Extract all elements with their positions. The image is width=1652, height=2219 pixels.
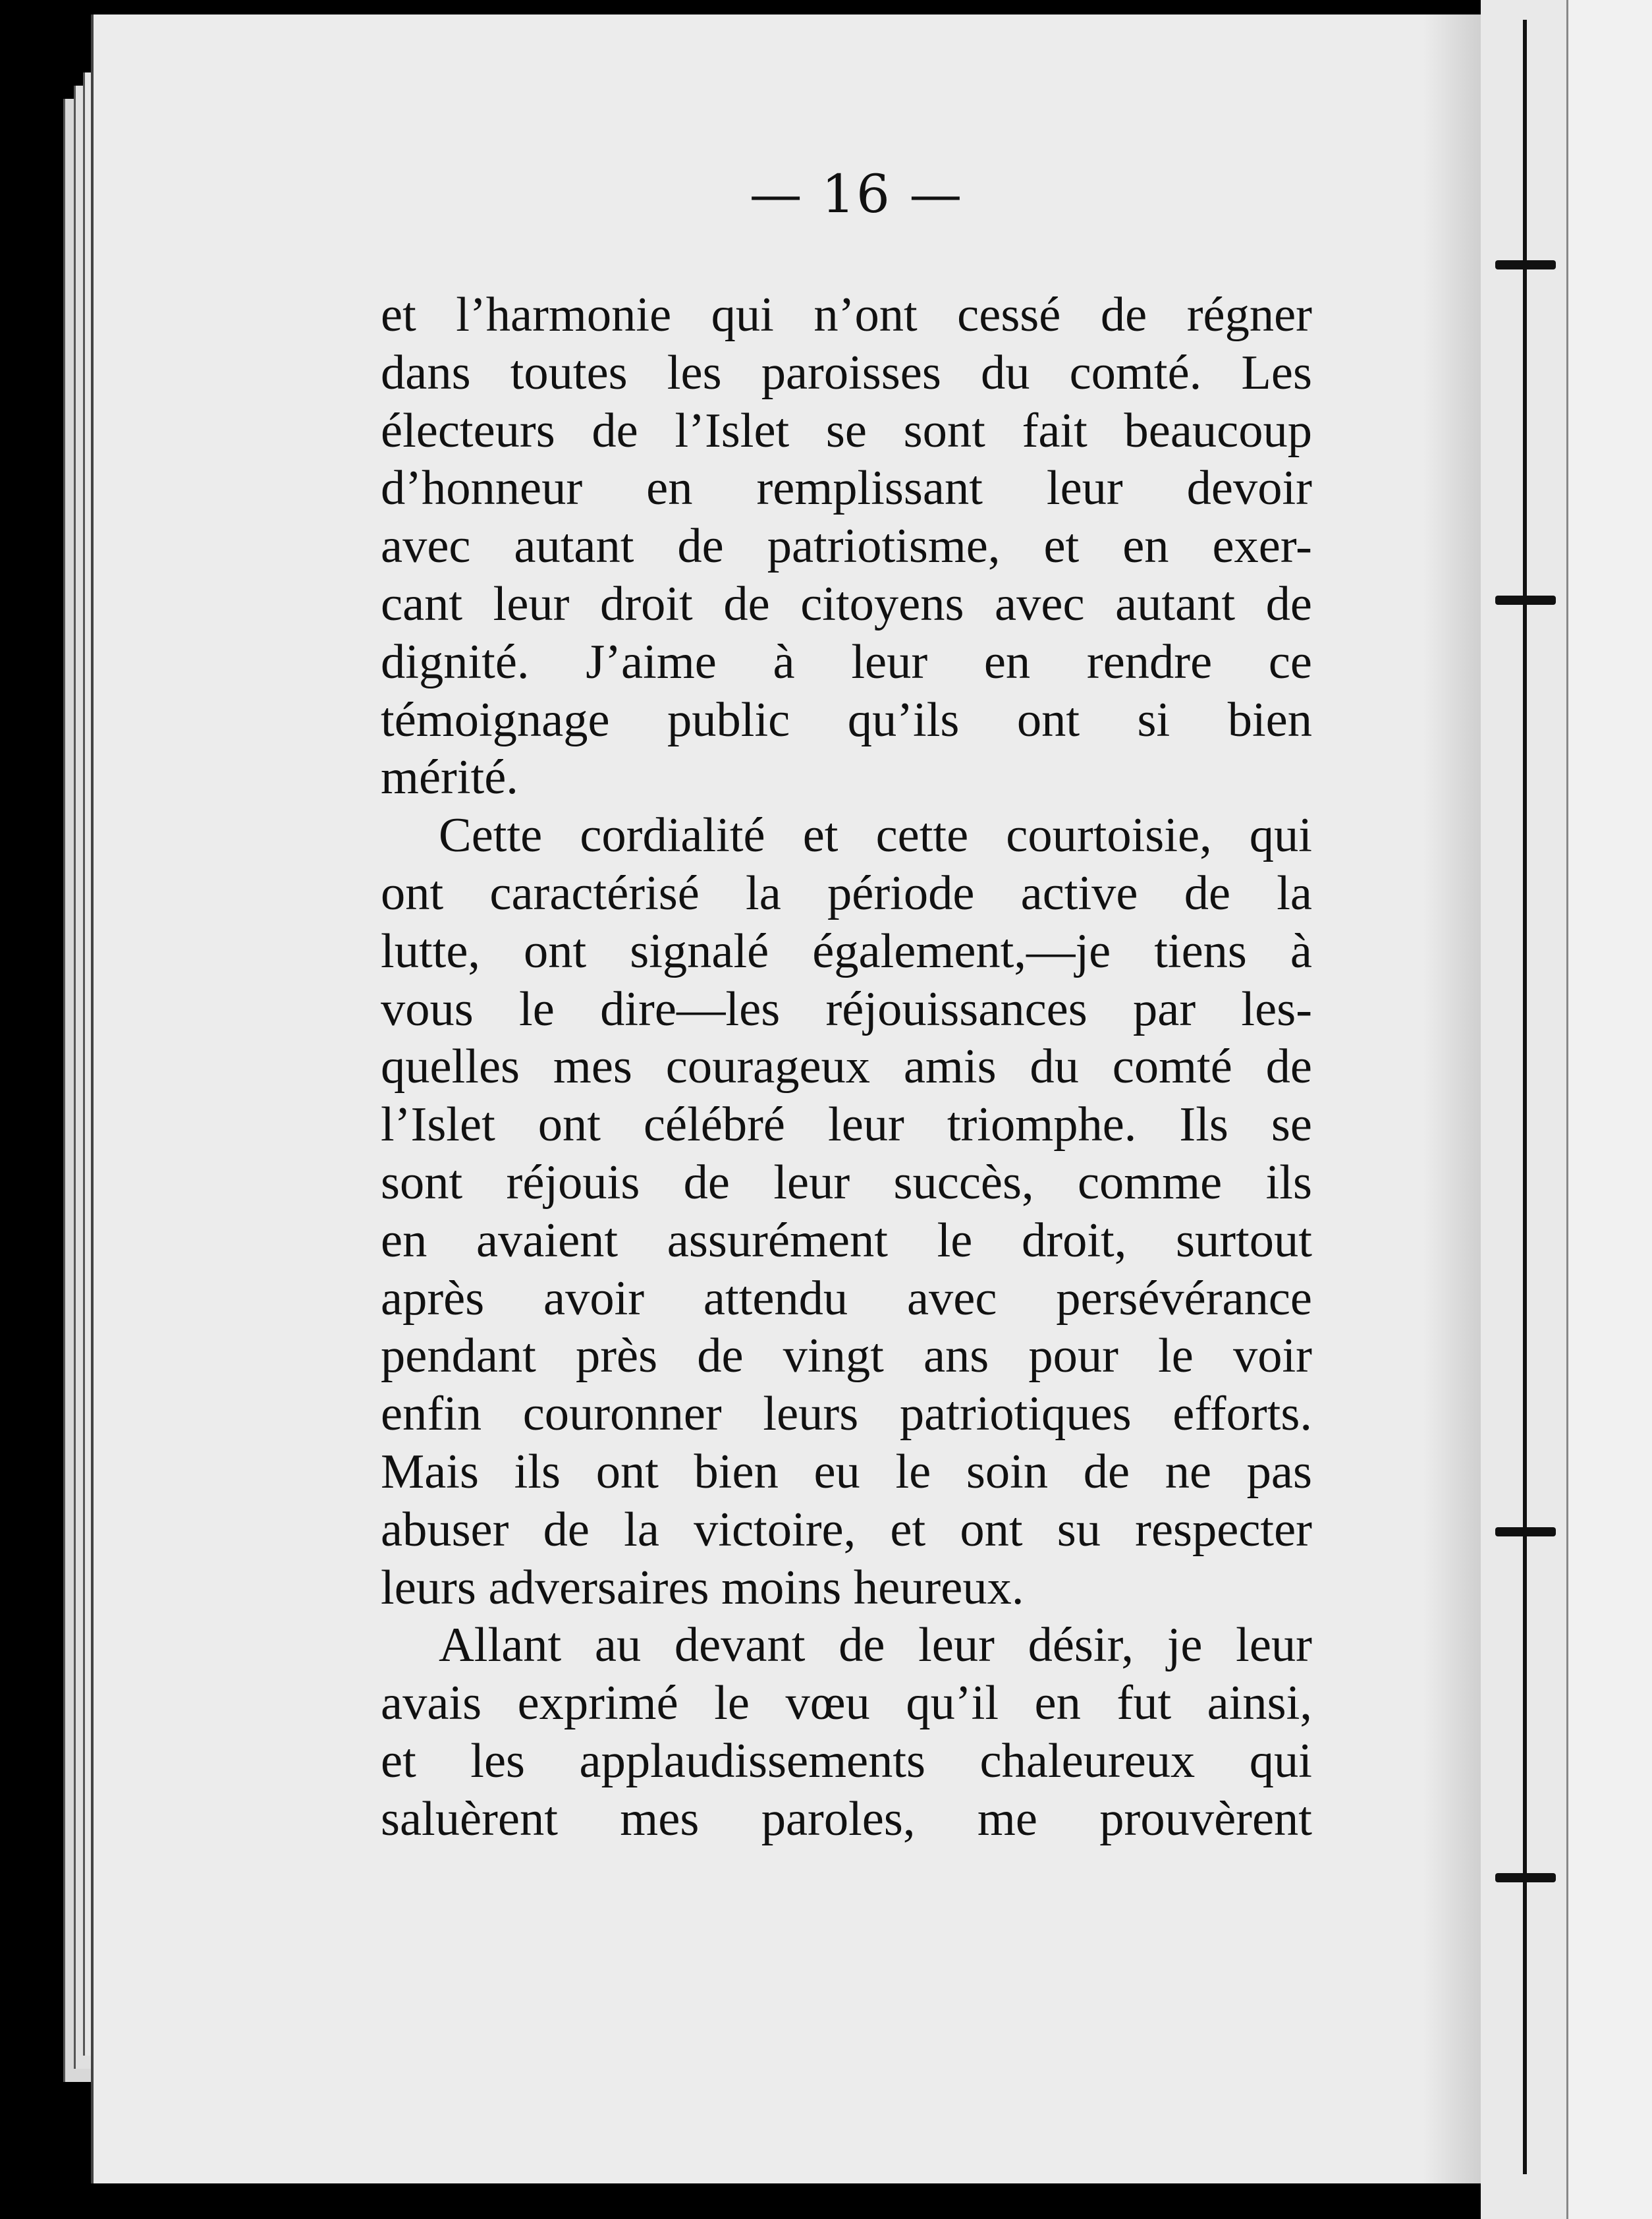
facing-page-edge [1566,0,1652,2219]
text-line: et les applaudissements chaleureux qui [381,1733,1312,1788]
text-line: pendant près de vingt ans pour le voir [381,1329,1312,1384]
text-line: témoignage public qu’ils ont si bien [381,692,1312,747]
text-line: l’Islet ont célébré leur triomphe. Ils se [381,1098,1312,1152]
text-line: sont réjouis de leur succès, comme ils [381,1155,1312,1210]
text-line: en avaient assurément le droit, surtout [381,1213,1312,1268]
text-line: après avoir attendu avec persévérance [381,1271,1312,1326]
text-line: Mais ils ont bien eu le soin de ne pas [381,1444,1312,1499]
paragraph-first-line: Allant au devant de leur désir, je leur [439,1618,1312,1673]
text-line: abuser de la victoire, et ont su respecter [381,1502,1312,1557]
text-line: enfin couronner leurs patriotiques efforts. [381,1387,1312,1442]
text-line: dignité. J’aime à leur en rendre ce [381,634,1312,689]
binding-stitch [1495,596,1556,605]
text-line: d’honneur en remplissant leur devoir [381,461,1312,516]
text-line: vous le dire—les réjouissances par les- [381,982,1312,1036]
text-line: lutte, ont signalé également,—je tiens à [381,924,1312,978]
text-line: quelles mes courageux amis du comté de [381,1040,1312,1094]
text-line: saluèrent mes paroles, me prouvèrent [381,1791,1312,1846]
paragraph-first-line: Cette cordialité et cette courtoisie, qui [439,808,1312,863]
text-line: leurs adversaires moins heureux. [381,1560,1024,1615]
text-line: ont caractérisé la période active de la [381,866,1312,920]
binding-stitch [1495,1527,1556,1536]
gutter-shadow [1423,14,1481,2183]
text-line: cant leur droit de citoyens avec autant de [381,576,1312,631]
text-line: électeurs de l’Islet se sont fait beaucoup [381,403,1312,458]
body-text [381,287,1312,1849]
binding-stitch [1495,260,1556,269]
text-line: avec autant de patriotisme, et en exer- [381,519,1312,574]
text-line: dans toutes les paroisses du comté. Les [381,345,1312,400]
text-line: mérité. [381,750,518,805]
binding-thread [1523,20,1527,2174]
text-line: avais exprimé le vœu qu’il en fut ainsi, [381,1676,1312,1731]
binding-stitch [1495,1873,1556,1882]
page-number: — 16 — [749,163,964,225]
text-line: et l’harmonie qui n’ont cessé de régner [381,288,1312,342]
